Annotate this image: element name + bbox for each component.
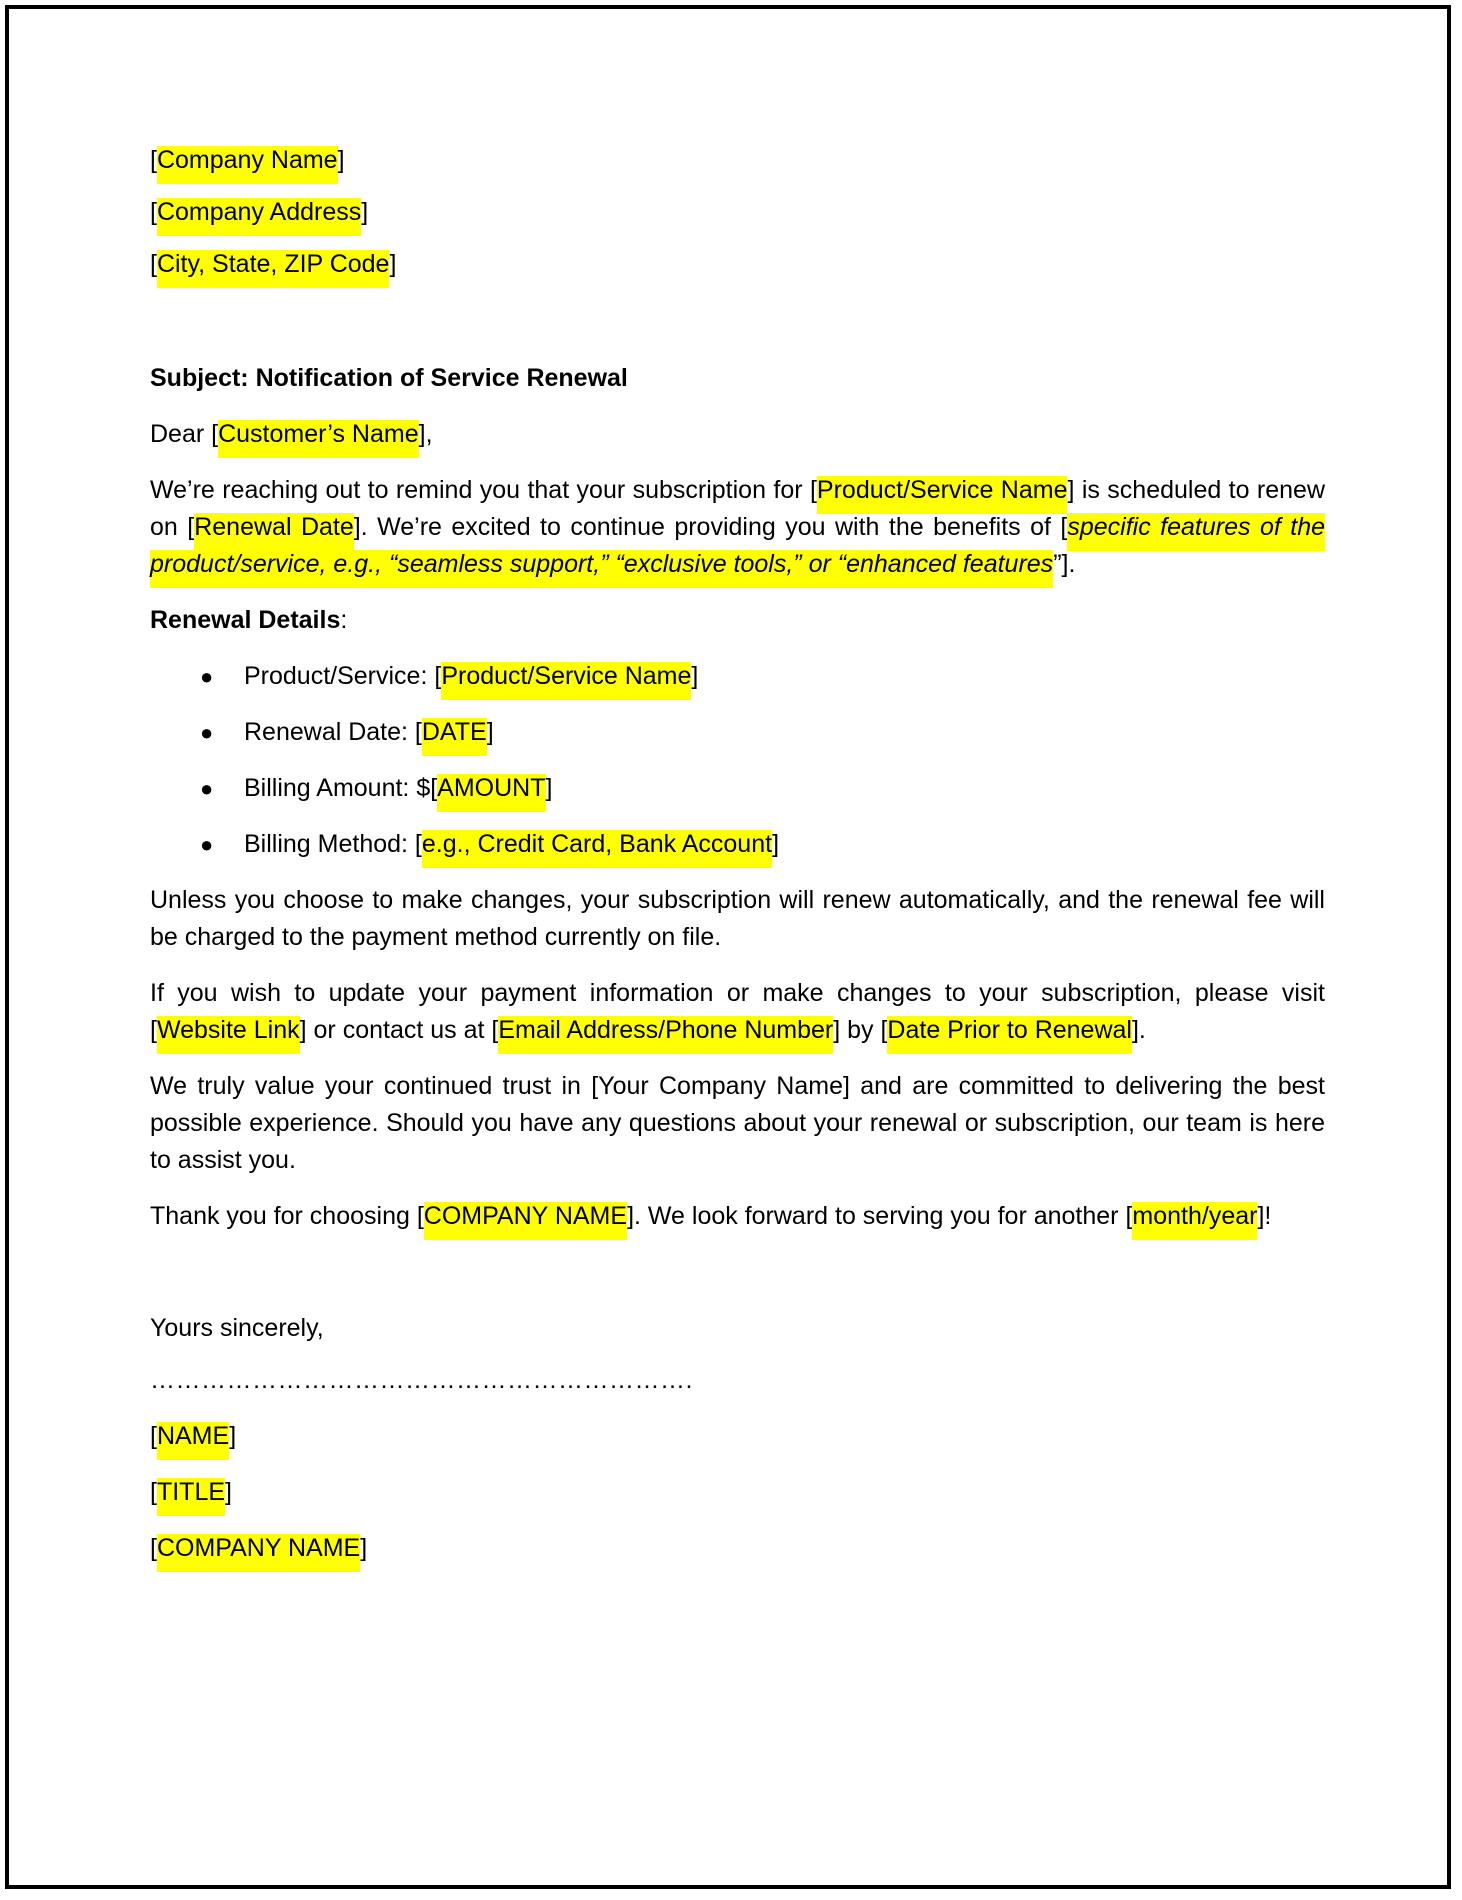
list-item: ● Renewal Date: [DATE] — [150, 714, 1325, 751]
customer-name-placeholder: Customer’s Name — [218, 420, 419, 458]
company-address-placeholder: Company Address — [157, 198, 361, 236]
bullet-icon: ● — [200, 720, 214, 745]
signature-company-line: [COMPANY NAME] — [150, 1530, 1325, 1567]
bullet-icon: ● — [200, 664, 214, 689]
city-state-zip-placeholder: City, State, ZIP Code — [157, 250, 390, 288]
renewal-details-list — [150, 658, 1325, 863]
contact-placeholder: Email Address/Phone Number — [498, 1016, 833, 1054]
subject-line: Subject: Notification of Service Renewal — [150, 364, 628, 392]
value-paragraph: We truly value your continued trust in [Your Company Name] and are committed to delivering the best possible experience. Should you have any questions about your renewal or subscription, our team is here to assist you. — [150, 1072, 1325, 1174]
closing: Yours sincerely, — [150, 1314, 324, 1342]
product-service-placeholder: Product/Service Name — [441, 662, 691, 700]
renewal-details-heading: Renewal Details: — [150, 606, 348, 634]
product-placeholder: Product/Service Name — [817, 476, 1068, 514]
signature-title-line: [TITLE] — [150, 1474, 1325, 1511]
signature-line: ………………………………………………………. — [150, 1366, 693, 1394]
signature-block — [150, 1418, 1325, 1567]
date-placeholder: DATE — [422, 718, 487, 756]
billing-method-placeholder: e.g., Credit Card, Bank Account — [422, 830, 772, 868]
bullet-icon: ● — [200, 776, 214, 801]
company-name-placeholder: Company Name — [157, 146, 338, 184]
list-item: ● Billing Amount: $[AMOUNT] — [150, 770, 1325, 807]
company-address-line: [Company Address] — [150, 194, 1325, 231]
name-placeholder: NAME — [157, 1422, 229, 1460]
list-item: ● Billing Method: [e.g., Credit Card, Bank Account] — [150, 826, 1325, 863]
letter-page — [5, 5, 1451, 1889]
company-address-block — [150, 142, 1325, 283]
letter-content — [150, 142, 1325, 1586]
thanks-paragraph: Thank you for choosing [COMPANY NAME]. We look forward to serving you for another [month/year]! — [150, 1198, 1325, 1235]
renewal-date-placeholder: Renewal Date — [194, 513, 354, 551]
company-name-placeholder: COMPANY NAME — [157, 1534, 360, 1572]
list-item: ● Product/Service: [Product/Service Name] — [150, 658, 1325, 695]
intro-paragraph: We’re reaching out to remind you that your subscription for [Product/Service Name] is scheduled to renew on [Renewal Date]. We’re excited to continue providing you with the benefits of [specific features of the product/service, e.g., “seamless support,” “exclusive tools,” or “enhanced features”]. — [150, 472, 1325, 583]
greeting: Dear [Customer’s Name], — [150, 416, 1325, 453]
website-link-placeholder: Website Link — [157, 1016, 300, 1054]
update-info-paragraph: If you wish to update your payment information or make changes to your subscription, please visit [Website Link] or contact us at [Email Address/Phone Number] by [Date Prior to Renewal]. — [150, 975, 1325, 1049]
period-placeholder: month/year — [1132, 1202, 1257, 1240]
city-state-zip-line: [City, State, ZIP Code] — [150, 246, 1325, 283]
date-prior-placeholder: Date Prior to Renewal — [887, 1016, 1132, 1054]
company-name-line: [Company Name] — [150, 142, 1325, 179]
company-name-placeholder: COMPANY NAME — [424, 1202, 627, 1240]
amount-placeholder: AMOUNT — [437, 774, 545, 812]
auto-renew-paragraph: Unless you choose to make changes, your subscription will renew automatically, and the renewal fee will be charged to the payment method currently on file. — [150, 886, 1325, 951]
features-placeholder: specific features of the product/service, e.g., “seamless support,” “exclusive tools,” or “enhanced features — [150, 513, 1325, 588]
title-placeholder: TITLE — [157, 1478, 225, 1516]
signature-name-line: [NAME] — [150, 1418, 1325, 1455]
bullet-icon: ● — [200, 832, 214, 857]
